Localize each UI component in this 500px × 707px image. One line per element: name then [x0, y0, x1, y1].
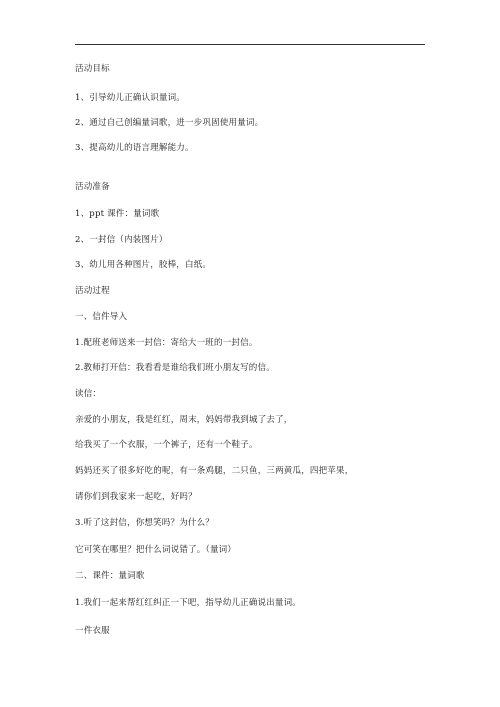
text-line: 2、一封信（内装图片）: [75, 235, 168, 245]
header-rule: [75, 44, 425, 45]
text-line: 一件衣服: [75, 626, 110, 636]
text-line: 它可笑在哪里？把什么词说错了。（量词）: [75, 545, 237, 555]
text-line: 请你们到我家来一起吃，好吗？: [75, 492, 197, 502]
section-heading-prep: 活动准备: [75, 182, 110, 192]
text-line: 1.配班老师送来一封信：寄给大一班的一封信。: [75, 338, 258, 348]
text-line: 妈妈还买了很多好吃的呢，有一条鸡腿，二只鱼，三两黄瓜，四把苹果，: [75, 466, 354, 476]
text-line: 2.教师打开信：我看看是谁给我们班小朋友写的信。: [75, 363, 275, 373]
section-heading-goals: 活动目标: [75, 64, 110, 74]
text-line: 2、通过自己创编量词歌，进一步巩固使用量词。: [75, 118, 264, 128]
text-line: 1、ppt 课件：量词歌: [75, 209, 160, 219]
text-line: 给我买了一个衣服，一个裤子，还有一个鞋子。: [75, 440, 258, 450]
subsection-heading: 一、信件导入: [75, 312, 128, 322]
text-line: 亲爱的小朋友，我是红红，周末，妈妈带我到城了去了，: [75, 415, 293, 425]
subsection-heading: 二、课件：量词歌: [75, 571, 145, 581]
text-line: 1、引导幼儿正确认识量词。: [75, 93, 186, 103]
text-line: 1.我们一起来帮红红纠正一下吧，指导幼儿正确说出量词。: [75, 598, 302, 608]
section-heading-process: 活动过程: [75, 286, 110, 296]
text-line: 3、幼儿用各种图片，胶棒，白纸。: [75, 260, 212, 270]
text-line: 3、提高幼儿的语言理解能力。: [75, 143, 194, 153]
text-line: 读信：: [75, 389, 102, 399]
text-line: 3.听了这封信，你想笑吗？为什么？: [75, 518, 215, 528]
